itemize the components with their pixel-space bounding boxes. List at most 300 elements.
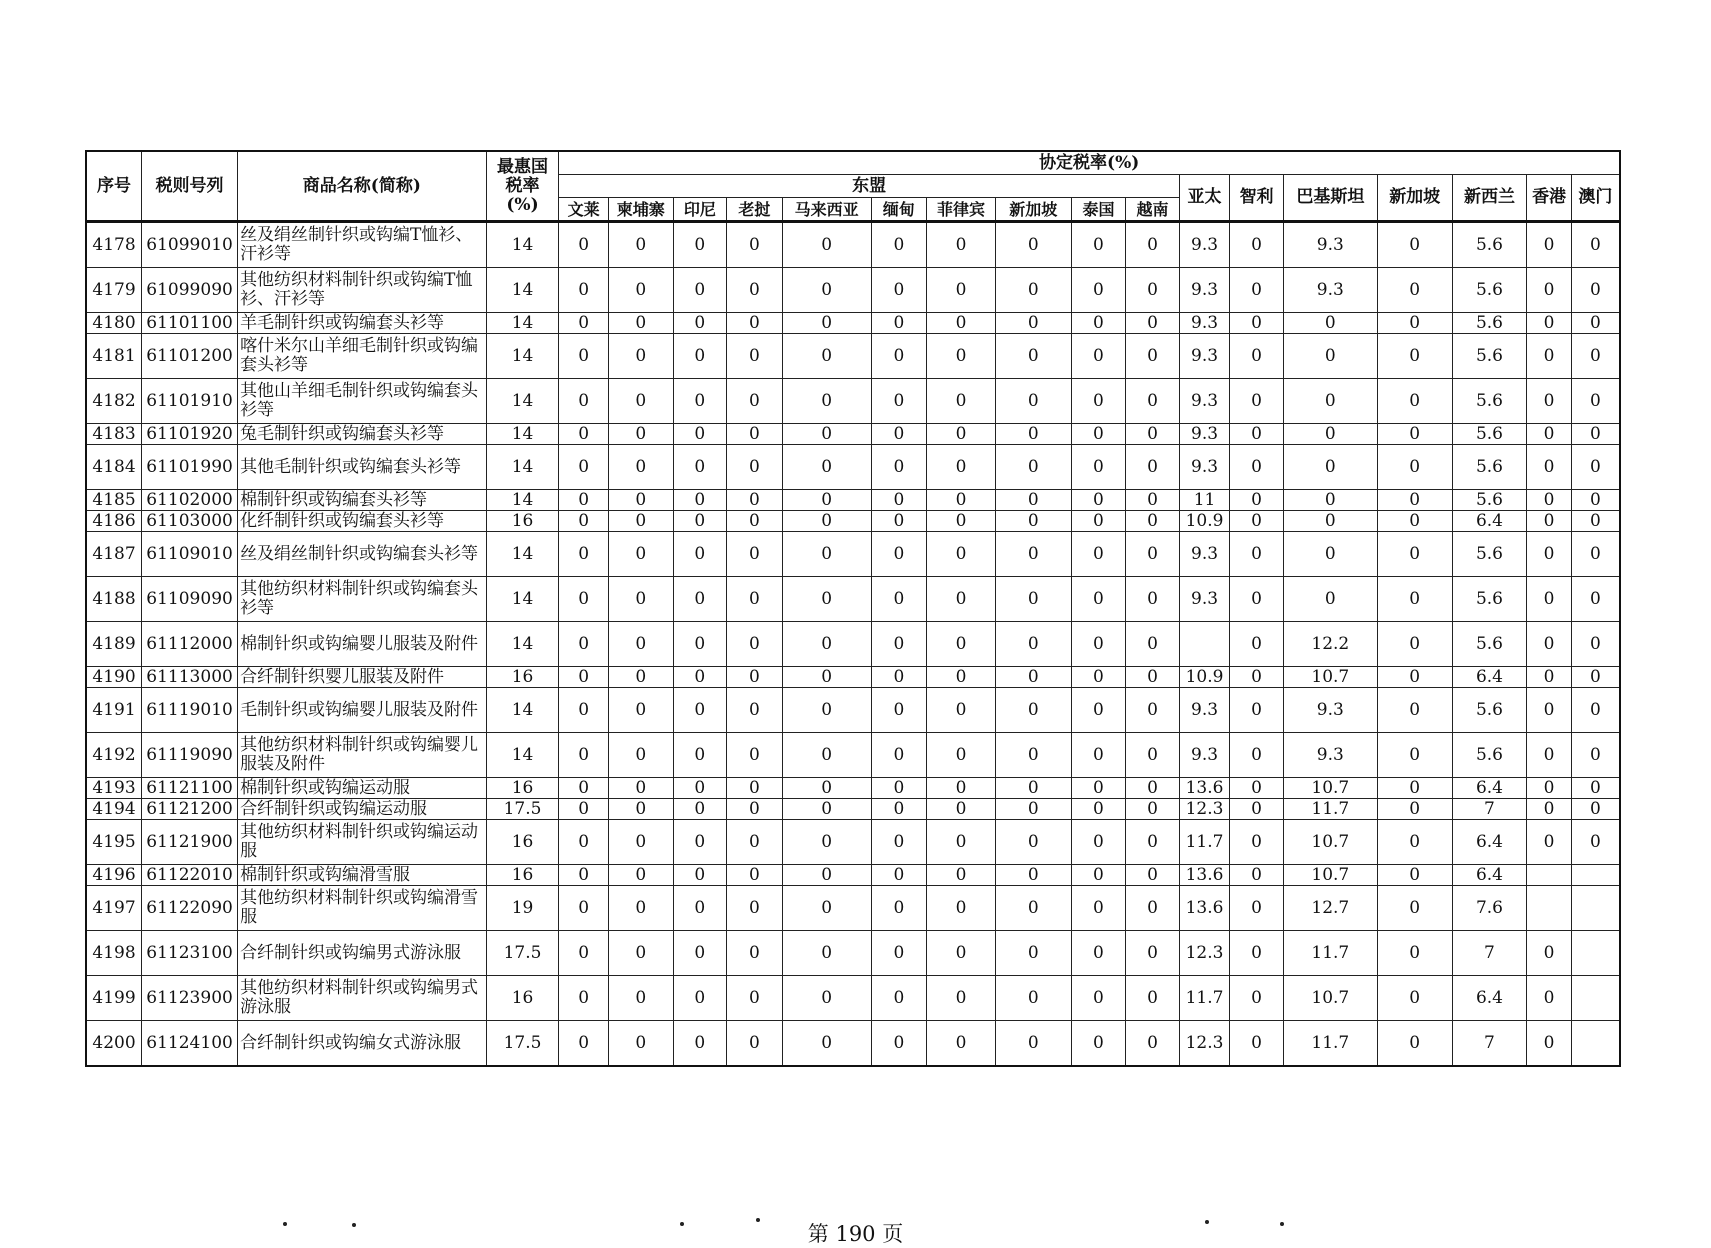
cell-mfn: 14 xyxy=(486,313,559,334)
cell-code: 61113000 xyxy=(142,667,238,688)
cell-other-rate: 9.3 xyxy=(1179,379,1230,424)
cell-asean-rate: 0 xyxy=(608,865,673,886)
cell-asean-rate: 0 xyxy=(995,379,1071,424)
cell-asean-rate: 0 xyxy=(727,490,783,511)
cell-asean-rate: 0 xyxy=(1071,733,1126,778)
cell-asean-rate: 0 xyxy=(559,733,609,778)
cell-other-rate: 0 xyxy=(1527,490,1571,511)
cell-other-rate: 0 xyxy=(1283,334,1377,379)
cell-asean-rate: 0 xyxy=(608,733,673,778)
cell-asean-rate: 0 xyxy=(995,667,1071,688)
cell-other-rate: 5.6 xyxy=(1452,445,1527,490)
cell-other-rate: 9.3 xyxy=(1179,334,1230,379)
cell-asean-rate: 0 xyxy=(782,688,871,733)
cell-name: 棉制针织或钩编运动服 xyxy=(238,778,487,799)
cell-asean-rate: 0 xyxy=(727,1021,783,1067)
cell-other-rate: 0 xyxy=(1527,1021,1571,1067)
cell-other-rate: 0 xyxy=(1230,778,1284,799)
cell-name: 羊毛制针织或钩编套头衫等 xyxy=(238,313,487,334)
cell-asean-rate: 0 xyxy=(927,931,996,976)
cell-other-rate: 11.7 xyxy=(1179,976,1230,1021)
cell-other-rate: 0 xyxy=(1527,424,1571,445)
header-asean-member: 老挝 xyxy=(727,198,783,222)
cell-other-rate xyxy=(1527,886,1571,931)
cell-asean-rate: 0 xyxy=(995,688,1071,733)
cell-other-rate: 0 xyxy=(1377,976,1452,1021)
cell-mfn: 14 xyxy=(486,334,559,379)
cell-name: 棉制针织或钩编滑雪服 xyxy=(238,865,487,886)
cell-other-rate: 0 xyxy=(1230,976,1284,1021)
cell-asean-rate: 0 xyxy=(871,622,927,667)
cell-asean-rate: 0 xyxy=(1071,931,1126,976)
cell-asean-rate: 0 xyxy=(559,577,609,622)
cell-asean-rate: 0 xyxy=(995,886,1071,931)
cell-asean-rate: 0 xyxy=(1126,334,1180,379)
cell-asean-rate: 0 xyxy=(727,820,783,865)
cell-asean-rate: 0 xyxy=(927,886,996,931)
cell-other-rate: 5.6 xyxy=(1452,733,1527,778)
cell-asean-rate: 0 xyxy=(927,424,996,445)
header-asean-member: 印尼 xyxy=(673,198,727,222)
cell-asean-rate: 0 xyxy=(927,622,996,667)
cell-other-rate: 9.3 xyxy=(1179,424,1230,445)
cell-asean-rate: 0 xyxy=(608,778,673,799)
cell-asean-rate: 0 xyxy=(995,778,1071,799)
cell-other-rate: 13.6 xyxy=(1179,865,1230,886)
table-row xyxy=(86,313,1620,334)
cell-asean-rate: 0 xyxy=(782,865,871,886)
cell-asean-rate: 0 xyxy=(995,577,1071,622)
cell-name: 其他纺织材料制针织或钩编滑雪服 xyxy=(238,886,487,931)
cell-asean-rate: 0 xyxy=(995,931,1071,976)
cell-other-rate: 5.6 xyxy=(1452,688,1527,733)
cell-asean-rate: 0 xyxy=(871,379,927,424)
cell-asean-rate: 0 xyxy=(559,1021,609,1067)
cell-other-rate: 6.4 xyxy=(1452,865,1527,886)
cell-code: 61121200 xyxy=(142,799,238,820)
cell-mfn: 14 xyxy=(486,222,559,268)
cell-asean-rate: 0 xyxy=(559,222,609,268)
cell-asean-rate: 0 xyxy=(1126,931,1180,976)
cell-other-rate: 12.7 xyxy=(1283,886,1377,931)
cell-asean-rate: 0 xyxy=(608,268,673,313)
cell-asean-rate: 0 xyxy=(871,688,927,733)
cell-other-rate: 0 xyxy=(1527,733,1571,778)
cell-asean-rate: 0 xyxy=(1071,511,1126,532)
cell-asean-rate: 0 xyxy=(871,511,927,532)
cell-asean-rate: 0 xyxy=(995,445,1071,490)
header-seq: 序号 xyxy=(86,151,142,222)
cell-seq: 4191 xyxy=(86,688,142,733)
cell-asean-rate: 0 xyxy=(995,976,1071,1021)
cell-seq: 4198 xyxy=(86,931,142,976)
cell-asean-rate: 0 xyxy=(1071,799,1126,820)
cell-name: 其他毛制针织或钩编套头衫等 xyxy=(238,445,487,490)
cell-name: 合纤制针织或钩编女式游泳服 xyxy=(238,1021,487,1067)
cell-asean-rate: 0 xyxy=(1126,799,1180,820)
cell-asean-rate: 0 xyxy=(673,424,727,445)
cell-asean-rate: 0 xyxy=(673,688,727,733)
cell-seq: 4178 xyxy=(86,222,142,268)
cell-asean-rate: 0 xyxy=(1071,778,1126,799)
cell-other-rate: 0 xyxy=(1571,313,1620,334)
cell-asean-rate: 0 xyxy=(727,886,783,931)
cell-asean-rate: 0 xyxy=(559,379,609,424)
cell-other-rate: 12.3 xyxy=(1179,931,1230,976)
header-name: 商品名称(简称) xyxy=(238,151,487,222)
cell-other-rate: 0 xyxy=(1571,778,1620,799)
cell-code: 61101910 xyxy=(142,379,238,424)
cell-other-rate: 10.9 xyxy=(1179,667,1230,688)
cell-asean-rate: 0 xyxy=(673,931,727,976)
cell-asean-rate: 0 xyxy=(673,976,727,1021)
cell-asean-rate: 0 xyxy=(559,445,609,490)
header-asean-member: 柬埔寨 xyxy=(608,198,673,222)
cell-asean-rate: 0 xyxy=(608,445,673,490)
cell-other-rate: 9.3 xyxy=(1179,733,1230,778)
cell-other-rate: 0 xyxy=(1230,511,1284,532)
cell-seq: 4192 xyxy=(86,733,142,778)
cell-name: 合纤制针织或钩编运动服 xyxy=(238,799,487,820)
cell-other-rate: 0 xyxy=(1230,313,1284,334)
cell-asean-rate: 0 xyxy=(782,222,871,268)
cell-seq: 4190 xyxy=(86,667,142,688)
cell-asean-rate: 0 xyxy=(782,268,871,313)
cell-asean-rate: 0 xyxy=(927,511,996,532)
cell-asean-rate: 0 xyxy=(1126,1021,1180,1067)
cell-asean-rate: 0 xyxy=(673,667,727,688)
cell-other-rate: 0 xyxy=(1527,820,1571,865)
cell-other-rate: 11.7 xyxy=(1283,1021,1377,1067)
cell-code: 61112000 xyxy=(142,622,238,667)
cell-code: 61099010 xyxy=(142,222,238,268)
cell-other-rate: 0 xyxy=(1571,667,1620,688)
cell-mfn: 16 xyxy=(486,667,559,688)
cell-asean-rate: 0 xyxy=(727,222,783,268)
cell-name: 合纤制针织婴儿服装及附件 xyxy=(238,667,487,688)
cell-other-rate: 0 xyxy=(1571,688,1620,733)
cell-asean-rate: 0 xyxy=(608,688,673,733)
scan-dot xyxy=(1205,1220,1209,1224)
cell-asean-rate: 0 xyxy=(673,1021,727,1067)
cell-asean-rate: 0 xyxy=(608,379,673,424)
cell-other-rate: 5.6 xyxy=(1452,268,1527,313)
cell-asean-rate: 0 xyxy=(673,334,727,379)
header-mfn-line1: 最惠国 xyxy=(497,156,549,177)
cell-other-rate: 0 xyxy=(1571,268,1620,313)
header-agreement: 协定税率(%) xyxy=(559,151,1620,175)
cell-other-rate: 0 xyxy=(1377,733,1452,778)
cell-asean-rate: 0 xyxy=(559,865,609,886)
cell-mfn: 14 xyxy=(486,733,559,778)
cell-asean-rate: 0 xyxy=(995,820,1071,865)
cell-asean-rate: 0 xyxy=(871,424,927,445)
table-row xyxy=(86,334,1620,379)
cell-asean-rate: 0 xyxy=(727,931,783,976)
cell-asean-rate: 0 xyxy=(673,886,727,931)
cell-asean-rate: 0 xyxy=(927,313,996,334)
cell-asean-rate: 0 xyxy=(871,313,927,334)
cell-code: 61122090 xyxy=(142,886,238,931)
cell-asean-rate: 0 xyxy=(1126,622,1180,667)
cell-asean-rate: 0 xyxy=(608,313,673,334)
cell-asean-rate: 0 xyxy=(1071,424,1126,445)
cell-other-rate: 0 xyxy=(1527,778,1571,799)
cell-other-rate: 0 xyxy=(1377,268,1452,313)
cell-other-rate: 6.4 xyxy=(1452,667,1527,688)
cell-other-rate xyxy=(1527,865,1571,886)
tariff-table xyxy=(85,150,1621,1067)
cell-other-rate: 0 xyxy=(1527,622,1571,667)
table-row xyxy=(86,222,1620,268)
cell-asean-rate: 0 xyxy=(608,222,673,268)
cell-asean-rate: 0 xyxy=(673,865,727,886)
cell-other-rate: 0 xyxy=(1377,688,1452,733)
cell-other-rate: 0 xyxy=(1230,445,1284,490)
cell-seq: 4188 xyxy=(86,577,142,622)
cell-mfn: 16 xyxy=(486,820,559,865)
cell-asean-rate: 0 xyxy=(871,268,927,313)
cell-asean-rate: 0 xyxy=(673,799,727,820)
table-row xyxy=(86,424,1620,445)
cell-asean-rate: 0 xyxy=(559,886,609,931)
cell-asean-rate: 0 xyxy=(673,820,727,865)
cell-asean-rate: 0 xyxy=(1126,865,1180,886)
cell-other-rate: 6.4 xyxy=(1452,778,1527,799)
cell-other-rate: 5.6 xyxy=(1452,313,1527,334)
cell-mfn: 14 xyxy=(486,532,559,577)
cell-mfn: 14 xyxy=(486,622,559,667)
cell-code: 61121900 xyxy=(142,820,238,865)
cell-other-rate: 12.3 xyxy=(1179,1021,1230,1067)
cell-other-rate: 0 xyxy=(1571,222,1620,268)
cell-other-rate: 0 xyxy=(1230,334,1284,379)
table-row xyxy=(86,865,1620,886)
cell-asean-rate: 0 xyxy=(995,799,1071,820)
cell-code: 61122010 xyxy=(142,865,238,886)
cell-asean-rate: 0 xyxy=(782,778,871,799)
cell-asean-rate: 0 xyxy=(608,976,673,1021)
cell-code: 61119010 xyxy=(142,688,238,733)
cell-asean-rate: 0 xyxy=(673,577,727,622)
cell-seq: 4184 xyxy=(86,445,142,490)
cell-other-rate: 0 xyxy=(1230,490,1284,511)
cell-seq: 4186 xyxy=(86,511,142,532)
cell-other-rate: 9.3 xyxy=(1283,688,1377,733)
cell-other-rate: 0 xyxy=(1230,1021,1284,1067)
cell-other-rate xyxy=(1571,886,1620,931)
cell-asean-rate: 0 xyxy=(871,667,927,688)
header-asean-member: 文莱 xyxy=(559,198,609,222)
cell-other-rate: 7 xyxy=(1452,931,1527,976)
cell-seq: 4189 xyxy=(86,622,142,667)
cell-asean-rate: 0 xyxy=(927,490,996,511)
cell-asean-rate: 0 xyxy=(1071,577,1126,622)
cell-asean-rate: 0 xyxy=(871,799,927,820)
cell-other-rate: 0 xyxy=(1571,733,1620,778)
cell-asean-rate: 0 xyxy=(1071,532,1126,577)
cell-asean-rate: 0 xyxy=(727,379,783,424)
table-row xyxy=(86,268,1620,313)
cell-other-rate xyxy=(1571,865,1620,886)
cell-other-rate: 5.6 xyxy=(1452,424,1527,445)
table-row xyxy=(86,778,1620,799)
cell-other-rate: 11.7 xyxy=(1283,799,1377,820)
cell-asean-rate: 0 xyxy=(927,379,996,424)
cell-other-rate: 0 xyxy=(1283,490,1377,511)
cell-name: 其他山羊细毛制针织或钩编套头衫等 xyxy=(238,379,487,424)
cell-other-rate: 0 xyxy=(1571,424,1620,445)
cell-other-rate: 0 xyxy=(1377,511,1452,532)
cell-asean-rate: 0 xyxy=(871,778,927,799)
cell-other-rate: 0 xyxy=(1230,931,1284,976)
cell-other-rate: 0 xyxy=(1283,424,1377,445)
cell-asean-rate: 0 xyxy=(608,490,673,511)
cell-asean-rate: 0 xyxy=(608,511,673,532)
cell-seq: 4196 xyxy=(86,865,142,886)
cell-asean-rate: 0 xyxy=(673,379,727,424)
cell-code: 61123900 xyxy=(142,976,238,1021)
cell-asean-rate: 0 xyxy=(1071,445,1126,490)
cell-other-rate: 0 xyxy=(1377,379,1452,424)
cell-asean-rate: 0 xyxy=(927,865,996,886)
cell-seq: 4199 xyxy=(86,976,142,1021)
header-asean-member: 泰国 xyxy=(1071,198,1126,222)
cell-asean-rate: 0 xyxy=(782,445,871,490)
cell-asean-rate: 0 xyxy=(927,222,996,268)
table-row xyxy=(86,622,1620,667)
cell-name: 其他纺织材料制针织或钩编婴儿服装及附件 xyxy=(238,733,487,778)
cell-asean-rate: 0 xyxy=(1071,976,1126,1021)
cell-seq: 4180 xyxy=(86,313,142,334)
table-row xyxy=(86,667,1620,688)
cell-asean-rate: 0 xyxy=(1071,622,1126,667)
cell-other-rate: 0 xyxy=(1283,445,1377,490)
cell-asean-rate: 0 xyxy=(871,490,927,511)
cell-asean-rate: 0 xyxy=(1071,688,1126,733)
cell-asean-rate: 0 xyxy=(927,532,996,577)
cell-other-rate: 9.3 xyxy=(1283,733,1377,778)
cell-asean-rate: 0 xyxy=(673,511,727,532)
cell-asean-rate: 0 xyxy=(995,490,1071,511)
table-row xyxy=(86,886,1620,931)
cell-other-rate: 10.7 xyxy=(1283,778,1377,799)
cell-other-rate: 0 xyxy=(1230,532,1284,577)
cell-other-rate: 0 xyxy=(1571,490,1620,511)
cell-mfn: 14 xyxy=(486,490,559,511)
cell-seq: 4179 xyxy=(86,268,142,313)
cell-asean-rate: 0 xyxy=(995,733,1071,778)
cell-asean-rate: 0 xyxy=(995,511,1071,532)
cell-seq: 4183 xyxy=(86,424,142,445)
cell-asean-rate: 0 xyxy=(782,577,871,622)
cell-other-rate: 0 xyxy=(1571,445,1620,490)
cell-asean-rate: 0 xyxy=(871,445,927,490)
cell-other-rate: 0 xyxy=(1283,532,1377,577)
cell-asean-rate: 0 xyxy=(673,222,727,268)
cell-seq: 4194 xyxy=(86,799,142,820)
cell-asean-rate: 0 xyxy=(1071,222,1126,268)
cell-other-rate: 6.4 xyxy=(1452,511,1527,532)
cell-other-rate: 5.6 xyxy=(1452,334,1527,379)
cell-asean-rate: 0 xyxy=(927,268,996,313)
cell-asean-rate: 0 xyxy=(995,313,1071,334)
cell-asean-rate: 0 xyxy=(608,931,673,976)
cell-asean-rate: 0 xyxy=(608,334,673,379)
table-body xyxy=(86,222,1620,1067)
cell-other-rate: 0 xyxy=(1377,622,1452,667)
cell-asean-rate: 0 xyxy=(1071,379,1126,424)
cell-code: 61123100 xyxy=(142,931,238,976)
cell-asean-rate: 0 xyxy=(1126,976,1180,1021)
cell-asean-rate: 0 xyxy=(559,532,609,577)
cell-asean-rate: 0 xyxy=(608,820,673,865)
cell-asean-rate: 0 xyxy=(673,490,727,511)
cell-other-rate: 9.3 xyxy=(1179,577,1230,622)
cell-seq: 4193 xyxy=(86,778,142,799)
cell-asean-rate: 0 xyxy=(1126,268,1180,313)
cell-asean-rate: 0 xyxy=(1071,667,1126,688)
cell-asean-rate: 0 xyxy=(995,622,1071,667)
cell-asean-rate: 0 xyxy=(782,511,871,532)
cell-other-rate: 0 xyxy=(1230,622,1284,667)
cell-other-rate: 10.7 xyxy=(1283,667,1377,688)
cell-asean-rate: 0 xyxy=(727,688,783,733)
cell-other-rate: 5.6 xyxy=(1452,490,1527,511)
cell-asean-rate: 0 xyxy=(1126,313,1180,334)
cell-asean-rate: 0 xyxy=(559,931,609,976)
cell-asean-rate: 0 xyxy=(871,532,927,577)
cell-code: 61099090 xyxy=(142,268,238,313)
cell-asean-rate: 0 xyxy=(927,820,996,865)
cell-asean-rate: 0 xyxy=(1071,490,1126,511)
table-row xyxy=(86,445,1620,490)
cell-asean-rate: 0 xyxy=(871,820,927,865)
scan-dot xyxy=(756,1218,760,1222)
cell-seq: 4200 xyxy=(86,1021,142,1067)
cell-other-rate: 0 xyxy=(1230,733,1284,778)
cell-asean-rate: 0 xyxy=(1126,445,1180,490)
header-other: 香港 xyxy=(1527,175,1571,222)
cell-asean-rate: 0 xyxy=(782,334,871,379)
cell-other-rate: 9.3 xyxy=(1179,688,1230,733)
cell-mfn: 16 xyxy=(486,778,559,799)
cell-mfn: 19 xyxy=(486,886,559,931)
cell-asean-rate: 0 xyxy=(782,976,871,1021)
cell-asean-rate: 0 xyxy=(727,778,783,799)
cell-asean-rate: 0 xyxy=(727,313,783,334)
cell-asean-rate: 0 xyxy=(1071,886,1126,931)
cell-other-rate: 0 xyxy=(1527,799,1571,820)
cell-seq: 4195 xyxy=(86,820,142,865)
cell-asean-rate: 0 xyxy=(559,424,609,445)
cell-other-rate: 0 xyxy=(1377,577,1452,622)
header-asean-member: 缅甸 xyxy=(871,198,927,222)
cell-name: 棉制针织或钩编套头衫等 xyxy=(238,490,487,511)
cell-asean-rate: 0 xyxy=(871,222,927,268)
cell-other-rate: 0 xyxy=(1571,334,1620,379)
cell-other-rate: 0 xyxy=(1377,222,1452,268)
cell-asean-rate: 0 xyxy=(927,1021,996,1067)
cell-asean-rate: 0 xyxy=(559,511,609,532)
header-other: 新西兰 xyxy=(1452,175,1527,222)
cell-other-rate: 0 xyxy=(1377,667,1452,688)
cell-other-rate: 0 xyxy=(1527,688,1571,733)
cell-seq: 4182 xyxy=(86,379,142,424)
cell-other-rate: 0 xyxy=(1283,577,1377,622)
cell-other-rate: 0 xyxy=(1230,865,1284,886)
cell-other-rate: 0 xyxy=(1527,511,1571,532)
